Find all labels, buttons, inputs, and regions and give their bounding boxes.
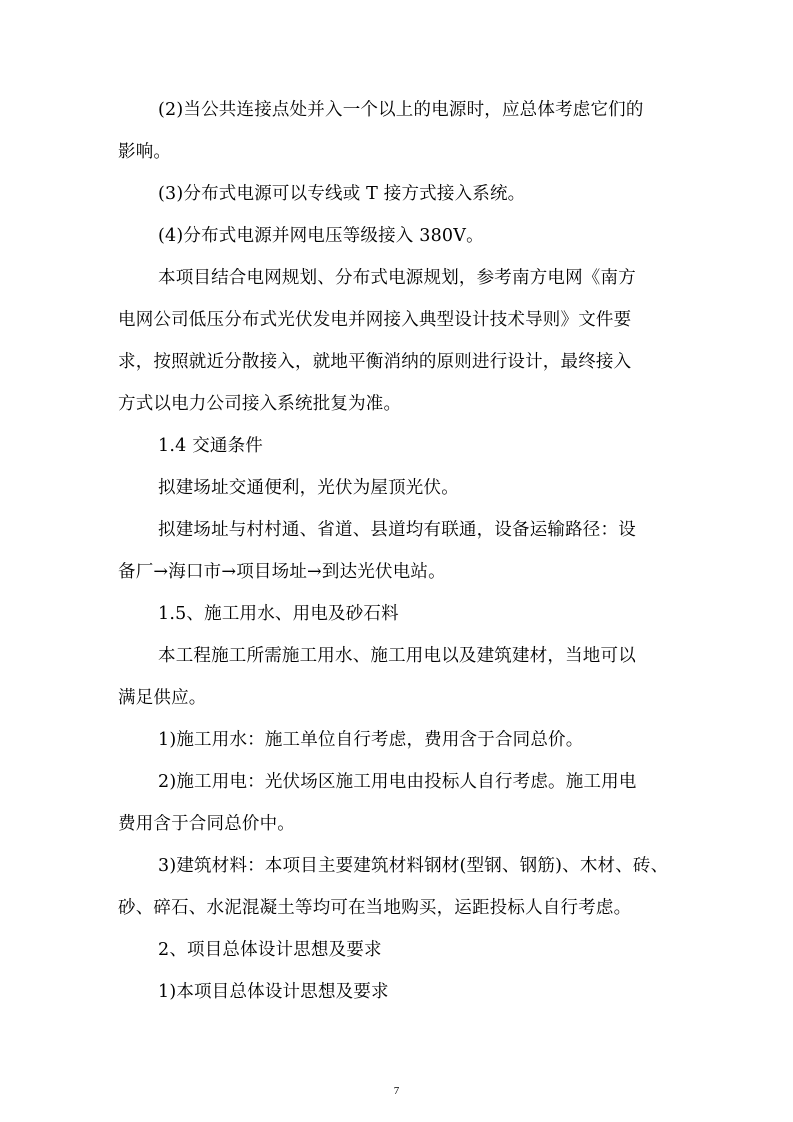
paragraph-line: 备厂→海口市→项目场址→到达光伏电站。 (118, 562, 446, 582)
paragraph-line: 砂、碎石、水泥混凝土等均可在当地购买，运距投标人自行考虑。 (118, 898, 632, 918)
paragraph-line: (4)分布式电源并网电压等级接入 380V。 (158, 226, 484, 246)
section-heading: 1.4 交通条件 (158, 436, 263, 456)
paragraph-line: 满足供应。 (118, 688, 207, 708)
section-heading: 1.5、施工用水、用电及砂石料 (158, 604, 399, 624)
paragraph-line: 拟建场址与村村通、省道、县道均有联通，设备运输路径：设 (158, 520, 636, 540)
paragraph-line: 拟建场址交通便利，光伏为屋顶光伏。 (158, 478, 459, 498)
paragraph-line: 求，按照就近分散接入，就地平衡消纳的原则进行设计，最终接入 (118, 352, 632, 372)
paragraph-line: (3)分布式电源可以专线或 T 接方式接入系统。 (158, 184, 526, 204)
paragraph-line: 2)施工用电：光伏场区施工用电由投标人自行考虑。施工用电 (158, 772, 637, 792)
section-heading: 1)本项目总体设计思想及要求 (158, 982, 389, 1002)
page-number: 7 (393, 1085, 400, 1097)
paragraph-line: 本工程施工所需施工用水、施工用电以及建筑建材，当地可以 (158, 646, 636, 666)
paragraph-line: 影响。 (118, 142, 172, 162)
paragraph-line: 方式以电力公司接入系统批复为准。 (118, 394, 402, 414)
paragraph-line: 3)建筑材料：本项目主要建筑材料钢材(型钢、钢筋)、木材、砖、 (158, 856, 669, 876)
section-heading: 2、项目总体设计思想及要求 (158, 940, 382, 960)
paragraph-line: 本项目结合电网规划、分布式电源规划，参考南方电网《南方 (158, 268, 636, 288)
paragraph-line: 1)施工用水：施工单位自行考虑，费用含于合同总价。 (158, 730, 584, 750)
paragraph-line: 费用含于合同总价中。 (118, 814, 295, 834)
paragraph-line: (2)当公共连接点处并入一个以上的电源时，应总体考虑它们的 (158, 100, 644, 120)
paragraph-line: 电网公司低压分布式光伏发电并网接入典型设计技术导则》文件要 (118, 310, 632, 330)
